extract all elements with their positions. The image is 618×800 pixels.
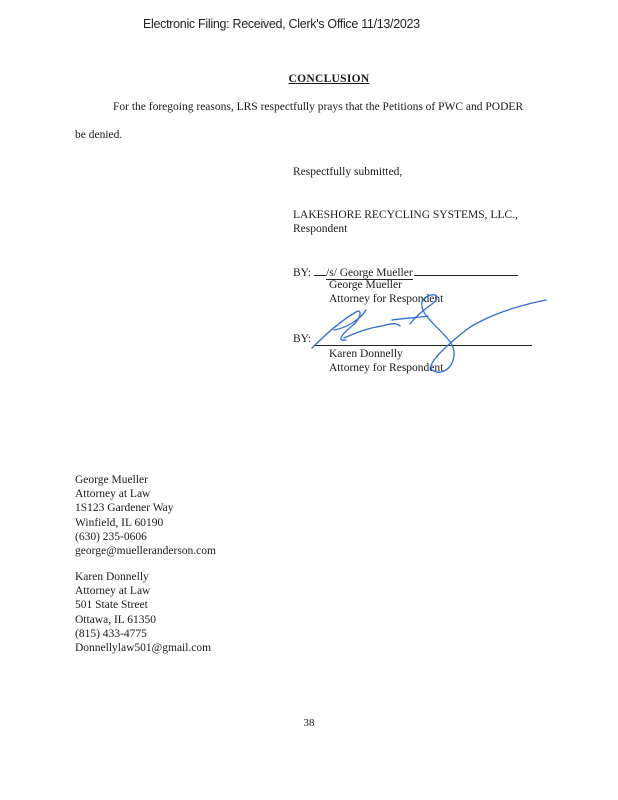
signature-line-1 <box>293 264 518 279</box>
firm-block <box>293 208 518 236</box>
contact-address-line1: 501 State Street <box>75 599 148 612</box>
contact-title: Attorney at Law <box>75 585 151 598</box>
page-number: 38 <box>303 717 315 729</box>
filing-stamp-header: Electronic Filing: Received, Clerk's Office 11/13/2023 <box>143 17 420 31</box>
contact-name: George Mueller <box>75 474 148 486</box>
e-signature: /s/ George Mueller <box>326 267 413 279</box>
by-label-2: BY: <box>293 333 312 345</box>
contact-title: Attorney at Law <box>75 488 151 501</box>
contact-address-line1: 1S123 Gardener Way <box>75 502 174 515</box>
signer-1-title: Attorney for Respondent <box>329 293 444 305</box>
contact-block-2 <box>75 570 211 655</box>
firm-name: LAKESHORE RECYCLING SYSTEMS, LLC., <box>293 209 518 221</box>
section-heading: CONCLUSION <box>288 73 370 85</box>
signer-2-title: Attorney for Respondent <box>329 362 444 374</box>
handwritten-signature-icon <box>306 286 551 376</box>
contact-block-1 <box>75 473 216 558</box>
contact-email: george@muelleranderson.com <box>75 545 216 558</box>
body-paragraph-line1: For the foregoing reasons, LRS respectfully prays that the Petitions of PWC and PODER <box>113 101 524 113</box>
by-label: BY: <box>293 267 312 279</box>
signer-1-name: George Mueller <box>329 279 402 291</box>
contact-address-line2: Ottawa, IL 61350 <box>75 613 157 626</box>
contact-name: Karen Donnelly <box>75 571 149 583</box>
body-paragraph-line2: be denied. <box>75 129 123 141</box>
contact-address-line2: Winfield, IL 60190 <box>75 516 164 529</box>
contact-email: Donnellylaw501@gmail.com <box>75 642 212 655</box>
signature-underline <box>414 264 518 276</box>
contact-phone: (630) 235-0606 <box>75 530 147 543</box>
signer-2-name: Karen Donnelly <box>329 348 403 360</box>
firm-role: Respondent <box>293 223 348 235</box>
contact-phone: (815) 433-4775 <box>75 627 147 640</box>
closing-phrase: Respectfully submitted, <box>293 166 403 178</box>
